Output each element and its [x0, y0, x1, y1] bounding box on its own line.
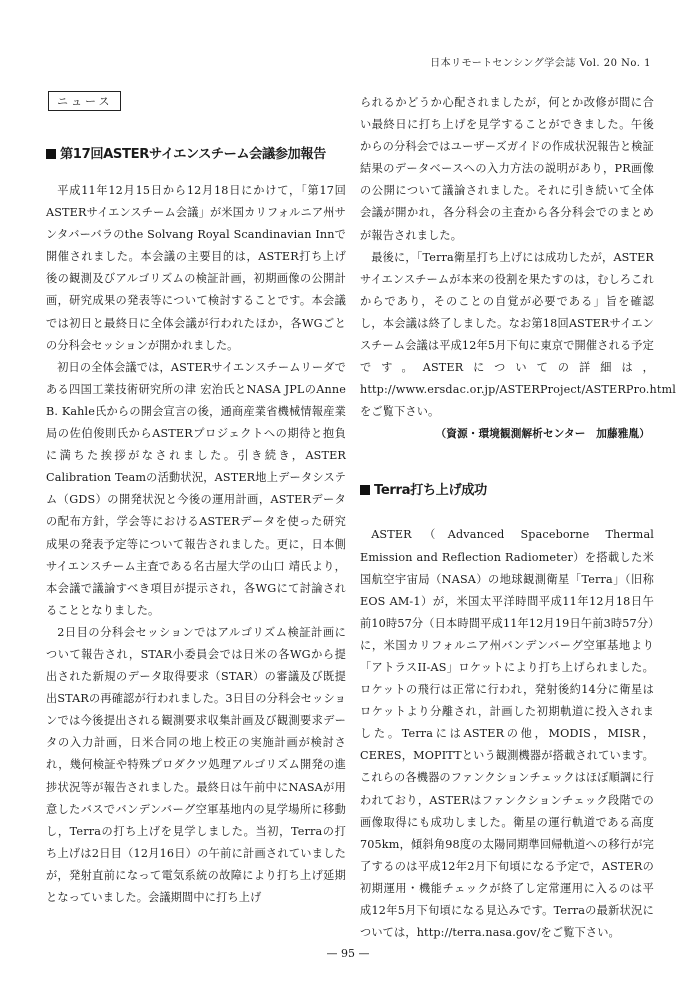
- article1-paragraph: 平成11年12月15日から12月18日にかけて，「第17回ASTERサイエンスチーム会議」が米国カリフォルニア州サンタバーバラのthe Solvang Royal Scandinavian Innで開催されました。本会議の主要目的は，ASTER打ち上げ後の観測及びアルゴリズムの検証計画，初期画像の公開計画，研究成果の発表等について検討することです。本会議では初日と最終日に全体会議が行われたほか，各WGごとの分科会セッションが開かれました。: [46, 184, 346, 352]
- article2-title: [360, 479, 654, 498]
- article1-paragraph: 2日目の分科会セッションではアルゴリズム検証計画について報告され，STAR小委員会では日米の各WGから提出された新規のデータ取得要求（STAR）の審議及び既提出STARの再確認が行われました。3日目の分科会セッションでは今後提出される観測要求収集計画及び観測要求データの入力計画，日米合同の地上校正の実施計画が検討され，幾何検証や特殊プロダクツ処理アルゴリズム開発の進捗状況等が報告されました。最終日は午前中にNASAが用意したバスでバンデンバーグ空軍基地内の見学場所に移動し，Terraの打ち上げを見学しました。当初，Terraの打ち上げは2日目（12月16日）の午前に計画されていましたが，発射直前になって電気系統の故障により打ち上げ延期となっていました。会議期間中に打ち上げ: [46, 625, 346, 904]
- article1-paragraph: 最後に，「Terra衛星打ち上げには成功したが，ASTERサイエンスチームが本来の役割を果たすのは，むしろこれからであり，そのことの自覚が必要である」旨を確認し，本会議は終了しました。なお第18回ASTERサイエンスチーム会議は平成12年5月下旬に東京で開催される予定です。ASTERについての詳細は，http://www.ersdac.or.jp/ASTERProject/ASTERPro.htmlをご覧下さい。: [360, 250, 676, 419]
- section-tag: ニュース: [48, 91, 121, 111]
- article1-title: [46, 143, 346, 162]
- article1-paragraph-continued: られるかどうか心配されましたが，何とか改修が間に合い最終日に打ち上げを見学することができました。午後からの分科会ではユーザーズガイドの作成状況報告と検証結果のデータベースへの入力方法の説明があり，PR画像の公開について議論されました。それに引き続いて全体会議が開かれ，各分科会の主査から各分科会でのまとめが報告されました。: [360, 96, 654, 242]
- square-bullet-icon: [360, 485, 370, 495]
- journal-header: 日本リモートセンシング学会誌 Vol. 20 No. 1: [430, 58, 651, 69]
- right-column: [360, 92, 676, 944]
- article1-signature: （資源・環境観測解析センター 加藤雅胤）: [435, 428, 650, 441]
- article1-paragraph: 初日の全体会議では，ASTERサイエンスチームリーダである四国工業技術研究所の津 宏治氏とNASA JPLのAnne B. Kahle氏からの開会宣言の後，通商産業省機械情報産業局の佐伯俊則氏からASTERプロジェクトへの期待と抱負に満ちた挨拶がなされました。引き続き，ASTER Calibration Teamの活動状況，ASTER地上データシステム（GDS）の開発状況と今後の運用計画，ASTERデータの配布方針，学会等におけるASTERデータを使った研究成果の発表予定等について報告されました。更に，日本側サイエンスチーム主査である名古屋大学の山口 靖氏より，本会議で議論すべき項目が提示され，各WGにて討論されることとなりました。: [46, 360, 346, 617]
- article2-paragraph: ASTER（Advanced Spaceborne Thermal Emission and Reflection Radiometer）を搭載した米国航空宇宙局（NASA）の地球観測衛星「Terra」（旧称EOS AM-1）が，米国太平洋時間平成11年12月18日午前10時57分（日本時間平成11年12月19日午前3時57分）に，米国カリフォルニア州バンデンバーグ空軍基地より「アトラスII-AS」ロケットにより打ち上げられました。ロケットの飛行は正常に行われ，発射後約14分に衛星はロケットより分離され，計画した初期軌道に投入されました。TerraにはASTERの他，MODIS，MISR，CERES，MOPITTという観測機器が搭載されています。これらの各機器のファンクションチェックはほぼ順調に行われており，ASTERはファンクションチェック段階での画像取得にも成功しました。衛星の運行軌道である高度705km，傾斜角98度の太陽同期準回帰軌道への移行が完了するのは平成12年2月下旬頃になる予定で，ASTERの初期運用・機能チェックが終了し定常運用に入るのは平成12年5月下旬頃になる見込みです。Terraの最新状況については，http://terra.nasa.gov/をご覧下さい。: [360, 528, 654, 940]
- article1-body-left: [46, 180, 346, 909]
- article2-title-text: Terra打ち上げ成功: [374, 483, 487, 499]
- square-bullet-icon: [46, 149, 56, 159]
- article2-body: [360, 524, 654, 944]
- left-column: [46, 90, 346, 909]
- article1-title-text: 第17回ASTERサイエンスチーム会議参加報告: [60, 147, 326, 162]
- page-number: — 95 —: [326, 947, 370, 960]
